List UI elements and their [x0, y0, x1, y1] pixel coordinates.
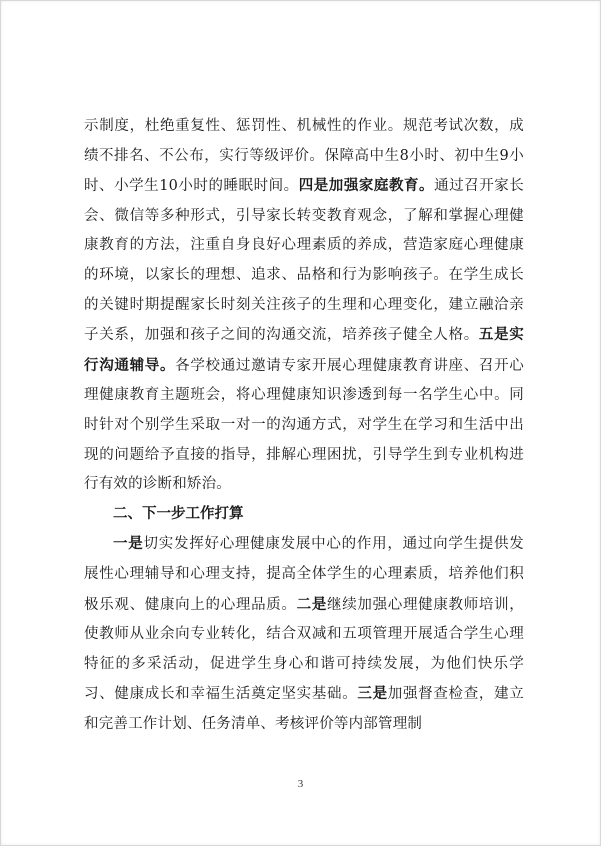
text-segment: 继续加强心理健康教师培训，使教师从业余向专业转化，结合双减和五项管理开展适合学生心理特征的多采活动，促进学生身心和谐可持续发展，为他们快乐学习、健康成长和幸福生活奠定坚实基础。 [84, 596, 524, 703]
bold-lead-five: 五是实行沟通辅导。 [84, 326, 524, 374]
bold-lead-two: 二是 [296, 595, 328, 613]
bold-lead-three: 三是 [357, 685, 388, 703]
bold-lead-one: 一是 [113, 535, 144, 553]
text-segment: 通过召开家长会、微信等多种形式，引导家长转变教育观念，了解和掌握心理健康教育的方法，注重自身良好心理素质的养成，营造家庭心理健康的环境，以家长的理想、追求、品格和行为影响孩子。在学生成长的关键时期提醒家长时刻关注孩子的生理和心理变化，建立融洽亲子关系，加强和孩子之间的沟通交流，培养孩子健全人格。 [84, 178, 524, 344]
page-number: 3 [297, 778, 304, 790]
text-segment: 示制度，杜绝重复性、惩罚性、机械性的作业。规范考试次数，成绩不排名、不公布，实行等级评价。保障高中生8小时、初中生9小时、小学生10小时的睡眠时间。 [84, 118, 524, 195]
paragraph-family-and-counseling [84, 112, 524, 500]
section-heading: 二、下一步工作打算 [113, 505, 244, 522]
bold-lead-four: 四是加强家庭教育。 [298, 177, 435, 195]
text-segment: 加强督查检查，建立和完善工作计划、任务清单、考核评价等内部管理制 [84, 686, 524, 732]
paragraph-next-steps [84, 529, 524, 739]
document-body [84, 112, 524, 739]
text-segment: 切实发挥好心理健康发展中心的作用，通过向学生提供发展性心理辅导和心理支持，提高全体学生的心理素质，培养他们积极乐观、健康向上的心理品质。 [84, 536, 524, 613]
text-segment: 各学校通过邀请专家开展心理健康教育讲座、召开心理健康教育主题班会，将心理健康知识渗透到每一名学生心中。同时针对个别学生采取一对一的沟通方式，对学生在学习和生活中出现的问题给予直接的指导，排解心理困扰，引导学生到专业机构进行有效的诊断和矫治。 [84, 357, 524, 493]
